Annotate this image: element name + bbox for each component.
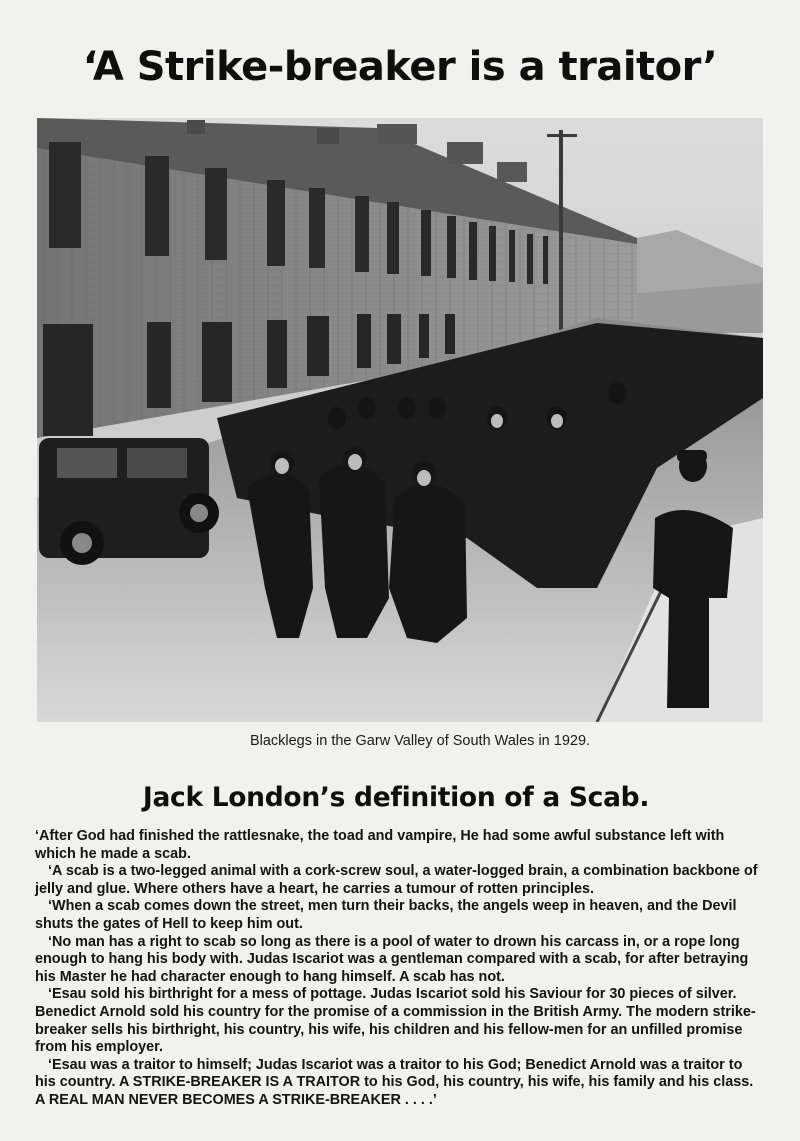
quote-paragraph: ‘No man has a right to scab so long as there is a pool of water to drown his carcass in, or a rope long enough to hang his body with. Judas Iscariot was a gentleman compared with a scab, for after betraying his Master he had character enough to hang himself. A scab has not. — [35, 933, 749, 985]
quote-body — [35, 828, 763, 1110]
quote-paragraph: ‘A scab is a two-legged animal with a cork-screw soul, a water-logged brain, a combination backbone of jelly and glue. Where others have a heart, he carries a tumour of rotten principles. — [35, 863, 758, 897]
quote-paragraph: ‘After God had finished the rattlesnake, the toad and vampire, He had some awful substance left with which he made a scab. — [35, 828, 725, 862]
quote-paragraph: ‘Esau was a traitor to himself; Judas Iscariot was a traitor to his God; Benedict Arnold was a traitor to his country. A STRIKE-BREAKER IS A TRAITOR to his God, his country, his wife, his family and his class. A REAL MAN NEVER BECOMES A STRIKE-BREAKER . . . .’ — [35, 1056, 754, 1108]
headline: ‘A Strike-breaker is a traitor’ — [82, 44, 718, 90]
historical-photo — [37, 118, 763, 722]
photo-caption: Blacklegs in the Garw Valley of South Wales in 1929. — [249, 733, 591, 749]
quote-paragraph: ‘When a scab comes down the street, men turn their backs, the angels weep in heaven, and the Devil shuts the gates of Hell to keep him out. — [35, 898, 737, 932]
quote-paragraph: ‘Esau sold his birthright for a mess of pottage. Judas Iscariot sold his Saviour for 30 pieces of silver. Benedict Arnold sold his country for the promise of a commission in the British Army. The modern strike-breaker sells his birthright, his country, his wife, his children and his fellow-men for an unfilled promise from his employer. — [35, 986, 756, 1056]
section-title: Jack London’s definition of a Scab. — [142, 782, 650, 813]
